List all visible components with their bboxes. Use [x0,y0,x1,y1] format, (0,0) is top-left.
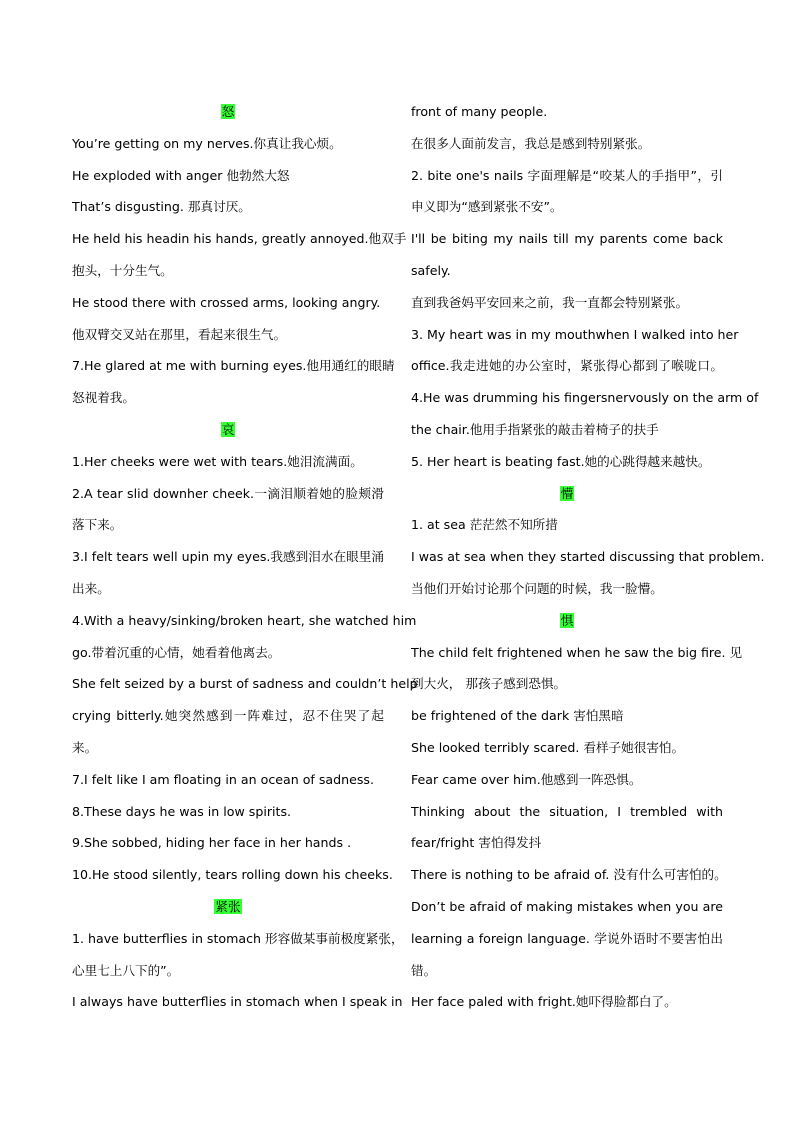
section-heading [72,414,384,446]
text-line: 当他们开始讨论那个问题的时候，我一脸懵。 [411,580,663,596]
text-line: 5. Her heart is beating fast.她的心跳得越来越快。 [411,453,711,469]
right-column [411,96,765,1018]
text-line: Thinking about the situation, I trembled with [411,803,723,819]
text-line: I'll be biting my nails till my parents come back [411,231,723,247]
text-line: Don’t be afraid of making mistakes when you are [411,898,723,914]
text-line: 申义即为“感到紧张不安”。 [411,199,563,215]
text-line: 他双臂交叉站在那里，看起来很生气。 [72,326,287,342]
text-line: He exploded with anger 他勃然大怒 [72,167,290,183]
text-line: 4.He was drumming his fingersnervously on the arm of [411,390,759,406]
text-line: 抱头，十分生气。 [72,262,173,278]
text-line: 1. at sea 茫茫然不知所措 [411,517,558,533]
text-line: 落下来。 [72,517,123,533]
text-line: 10.He stood silently, tears rolling down his cheeks. [72,867,393,883]
text-line: 4.With a heavy/sinking/broken heart, she watched him [72,612,417,628]
text-line: 来。 [72,739,98,755]
text-line: 2.A tear slid downher cheek.一滴泪顺着她的脸颊滑 [72,485,384,501]
text-line: That’s disgusting. 那真讨厌。 [72,199,251,215]
text-line: 1. have butterflies in stomach 形容做某事前极度紧张， [72,930,404,946]
text-line: He stood there with crossed arms, looking angry. [72,294,381,310]
text-line: office.我走进她的办公室时，紧张得心都到了喉咙口。 [411,358,723,374]
text-line: crying bitterly.她突然感到一阵难过，忍不住哭了起 [72,708,384,724]
text-line: 7.He glared at me with burning eyes.他用通红的眼睛 [72,358,395,374]
text-line: front of many people. [411,104,548,119]
text-line: be frightened of the dark 害怕黑暗 [411,708,624,724]
text-line: She looked terribly scared. 看样子她很害怕。 [411,739,685,755]
section-heading [411,605,723,637]
section-heading [411,478,723,510]
section-heading-label: 哀 [221,421,235,437]
text-line: 1.Her cheeks were wet with tears.她泪流满面。 [72,453,363,469]
text-line: He held his headin his hands, greatly annoyed.他双手 [72,231,407,247]
section-heading [72,96,384,128]
text-line: 7.I felt like I am floating in an ocean of sadness. [72,771,374,787]
text-line: I always have butterflies in stomach when I speak in [72,994,403,1010]
section-heading-label: 懵 [560,485,574,501]
text-line: 到大火， 那孩子感到恐惧。 [411,676,567,692]
text-line: She felt seized by a burst of sadness and couldn’t help [72,676,418,692]
text-line: 出来。 [72,580,110,596]
text-line: 8.These days he was in low spirits. [72,803,292,819]
section-heading-label: 惧 [560,612,574,628]
text-line: 在很多人面前发言，我总是感到特别紧张。 [411,135,651,151]
section-heading-label: 怒 [221,104,235,119]
left-column [72,96,418,1018]
text-line: fear/fright 害怕得发抖 [411,835,542,851]
text-line: 怒视着我。 [72,390,135,406]
section-heading-label: 紧张 [215,898,241,914]
text-line: safely. [411,262,451,278]
text-line: Fear came over him.他感到一阵恐惧。 [411,771,642,787]
text-line: You’re getting on my nerves.你真让我心烦。 [72,135,342,151]
text-line: I was at sea when they started discussing that problem. [411,549,765,565]
text-line: 9.She sobbed, hiding her face in her hands . [72,835,352,851]
text-line: 3. My heart was in my mouthwhen I walked into her [411,326,739,342]
text-line: 错。 [411,962,437,978]
text-line: go.带着沉重的心情，她看着他离去。 [72,644,281,660]
text-line: the chair.他用手指紧张的敲击着椅子的扶手 [411,421,659,437]
text-line: 直到我爸妈平安回来之前，我一直都会特别紧张。 [411,294,689,310]
text-line: 3.I felt tears well upin my eyes.我感到泪水在眼里涌 [72,549,384,565]
text-line: There is nothing to be afraid of. 没有什么可害怕的。 [411,867,727,883]
text-line: 心里七上八下的”。 [72,962,180,978]
text-line: 2. bite one's nails 字面理解是“咬某人的手指甲”，引 [411,167,723,183]
text-line: learning a foreign language. 学说外语时不要害怕出 [411,930,723,946]
text-line: The child felt frightened when he saw the big fire. 见 [411,644,743,660]
text-line: Her face paled with fright.她吓得脸都白了。 [411,994,677,1010]
section-heading [72,891,384,923]
